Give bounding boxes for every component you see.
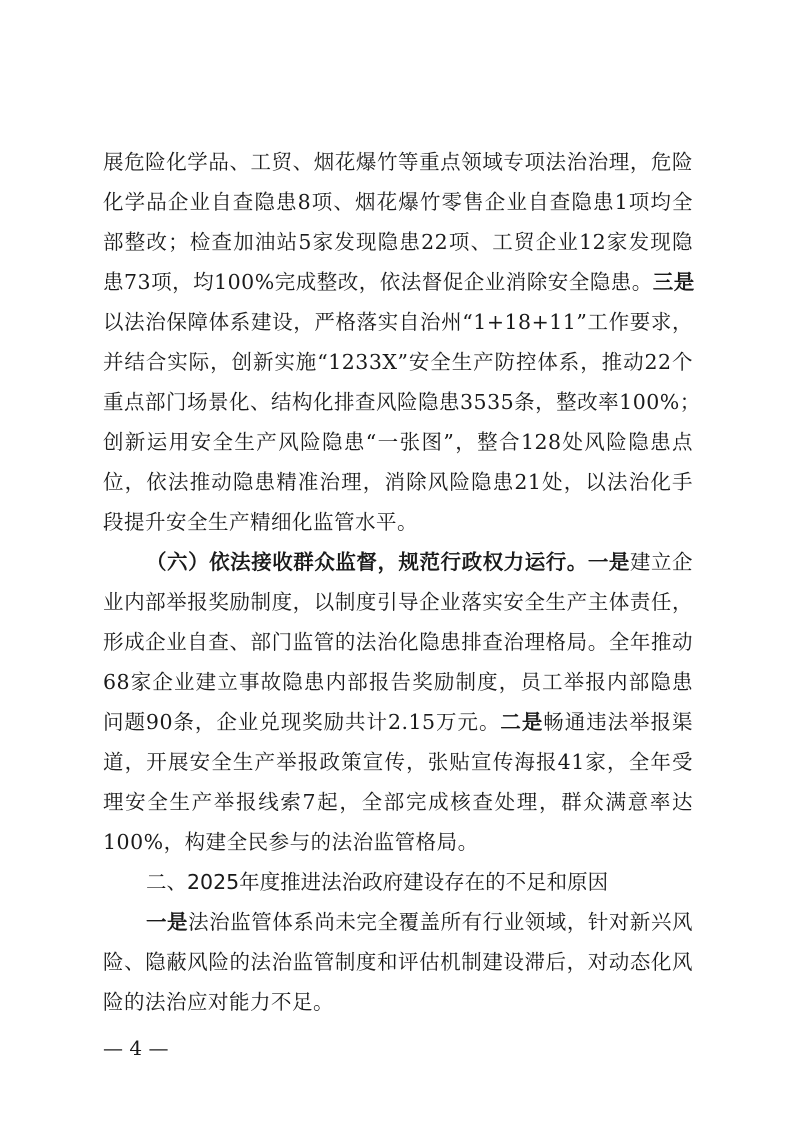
body-line: 险、隐蔽风险的法治监管制度和评估机制建设滞后，对动态化风 <box>103 950 693 974</box>
subsection-title: （六）依法接收群众监督，规范行政权力运行。 <box>146 550 588 574</box>
body-line: 部整改；检查加油站5家发现隐患22项、工贸企业12家发现隐 <box>103 230 693 254</box>
body-line: 重点部门场景化、结构化排查风险隐患3535条，整改率100%； <box>103 390 701 414</box>
body-line: 展危险化学品、工贸、烟花爆竹等重点领域专项法治治理，危险 <box>103 150 693 174</box>
body-text: 法治监管体系尚未完全覆盖所有行业领域，针对新兴风 <box>188 910 694 934</box>
body-text: 患73项，均100%完成整改，依法督促企业消除安全隐患。 <box>103 270 653 294</box>
body-line: 险的法治应对能力不足。 <box>103 990 334 1014</box>
body-text: 畅通违法举报渠 <box>543 710 694 734</box>
body-line <box>103 702 693 742</box>
body-line: 100%，构建全民参与的法治监管格局。 <box>103 830 479 854</box>
body-line: 位，依法推动隐患精准治理，消除风险隐患21处，以法治化手 <box>103 470 693 494</box>
marker-two: 二是 <box>500 710 544 734</box>
page-number: — 4 — <box>103 1036 169 1060</box>
body-text: 问题90条，企业兑现奖励共计2.15万元。 <box>103 710 501 734</box>
body-line: 段提升安全生产精细化监管水平。 <box>103 510 418 534</box>
body-line: 化学品企业自查隐患8项、烟花爆竹零售企业自查隐患1项均全 <box>103 190 693 214</box>
body-line <box>146 902 693 942</box>
marker-three: 三是 <box>652 270 695 294</box>
body-line: 理安全生产举报线索7起，全部完成核查处理，群众满意率达 <box>103 790 693 814</box>
body-line: 业内部举报奖励制度，以制度引导企业落实安全生产主体责任， <box>103 590 693 614</box>
body-line <box>146 542 693 582</box>
body-line: 创新运用安全生产风险隐患“一张图”，整合128处风险隐患点 <box>103 430 693 454</box>
marker-one: 一是 <box>146 910 189 934</box>
section-heading: 二、2025年度推进法治政府建设存在的不足和原因 <box>146 870 609 894</box>
body-line: 道，开展安全生产举报政策宣传，张贴宣传海报41家，全年受 <box>103 750 693 774</box>
body-line: 并结合实际，创新实施“1233X”安全生产防控体系，推动22个 <box>103 350 693 374</box>
body-text: 建立企 <box>629 550 694 574</box>
body-line: 形成企业自查、部门监管的法治化隐患排查治理格局。全年推动 <box>103 630 693 654</box>
body-line <box>103 262 693 302</box>
body-line: 68家企业建立事故隐患内部报告奖励制度，员工举报内部隐患 <box>103 670 693 694</box>
marker-one: 一是 <box>587 550 630 574</box>
body-line: 以法治保障体系建设，严格落实自治州“1+18+11”工作要求， <box>103 310 693 334</box>
